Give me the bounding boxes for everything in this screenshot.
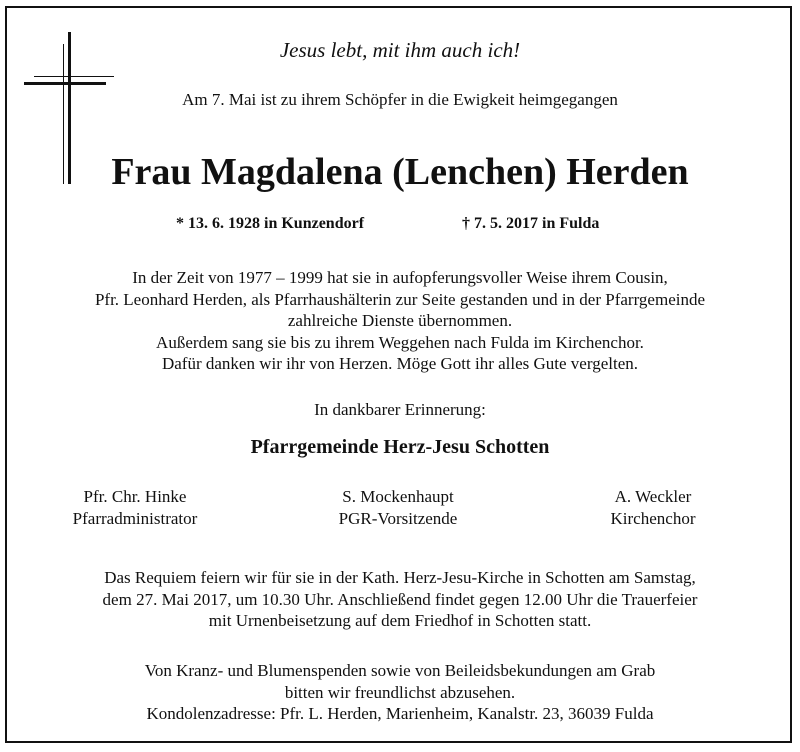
signatory-role: Pfarradministrator [72,508,198,528]
remembrance-text: In dankbarer Erinnerung: [314,400,486,419]
signatory-name: S. Mockenhaupt [342,487,454,506]
tribute-line: Außerdem sang sie bis zu ihrem Weggehen nach Fulda im Kirchenchor. [156,332,644,352]
deceased-name: Frau Magdalena (Lenchen) Herden [111,151,689,193]
tribute-line: Pfr. Leonhard Herden, als Pfarrhaushälterin zur Seite gestanden und in der Pfarrgemeinde [94,289,706,309]
birth-date: * 13. 6. 1928 in Kunzendorf [176,215,365,232]
closing-line: Von Kranz- und Blumenspenden sowie von Beileidsbekundungen am Grab [144,661,656,680]
tribute-line: Dafür danken wir ihr von Herzen. Möge Gott ihr alles Gute vergelten. [161,354,638,373]
signatory [543,486,763,529]
organization-name: Pfarrgemeinde Herz-Jesu Schotten [250,436,550,458]
motto: Jesus lebt, mit ihm auch ich! [279,38,521,62]
requiem-line: dem 27. Mai 2017, um 10.30 Uhr. Anschließend findet gegen 12.00 Uhr die Trauerfeier [102,589,698,609]
notice-border [5,6,792,743]
tribute-line: In der Zeit von 1977 – 1999 hat sie in aufopferungsvoller Weise ihrem Cousin, [132,268,668,287]
signatory [25,486,245,529]
signatory [288,486,508,529]
requiem-paragraph [0,567,800,632]
death-date: † 7. 5. 2017 in Fulda [462,215,600,232]
condolence-address: Kondolenzadresse: Pfr. L. Herden, Marienheim, Kanalstr. 23, 36039 Fulda [146,704,654,723]
signatory-role: Kirchenchor [610,508,696,528]
signatory-name: A. Weckler [614,487,692,506]
requiem-line: Das Requiem feiern wir für sie in der Kath. Herz-Jesu-Kirche in Schotten am Samstag, [104,568,696,587]
tribute-line: zahlreiche Dienste übernommen. [287,311,513,330]
tribute-paragraph [0,267,800,375]
closing-line: bitten wir freundlichst abzusehen. [284,682,516,702]
intro-text: Am 7. Mai ist zu ihrem Schöpfer in die Ewigkeit heimgegangen [182,90,618,109]
signatory-name: Pfr. Chr. Hinke [83,487,187,506]
signatory-role: PGR-Vorsitzende [338,508,458,528]
closing-paragraph [0,660,800,725]
requiem-line: mit Urnenbeisetzung auf dem Friedhof in Schotten statt. [208,611,592,630]
